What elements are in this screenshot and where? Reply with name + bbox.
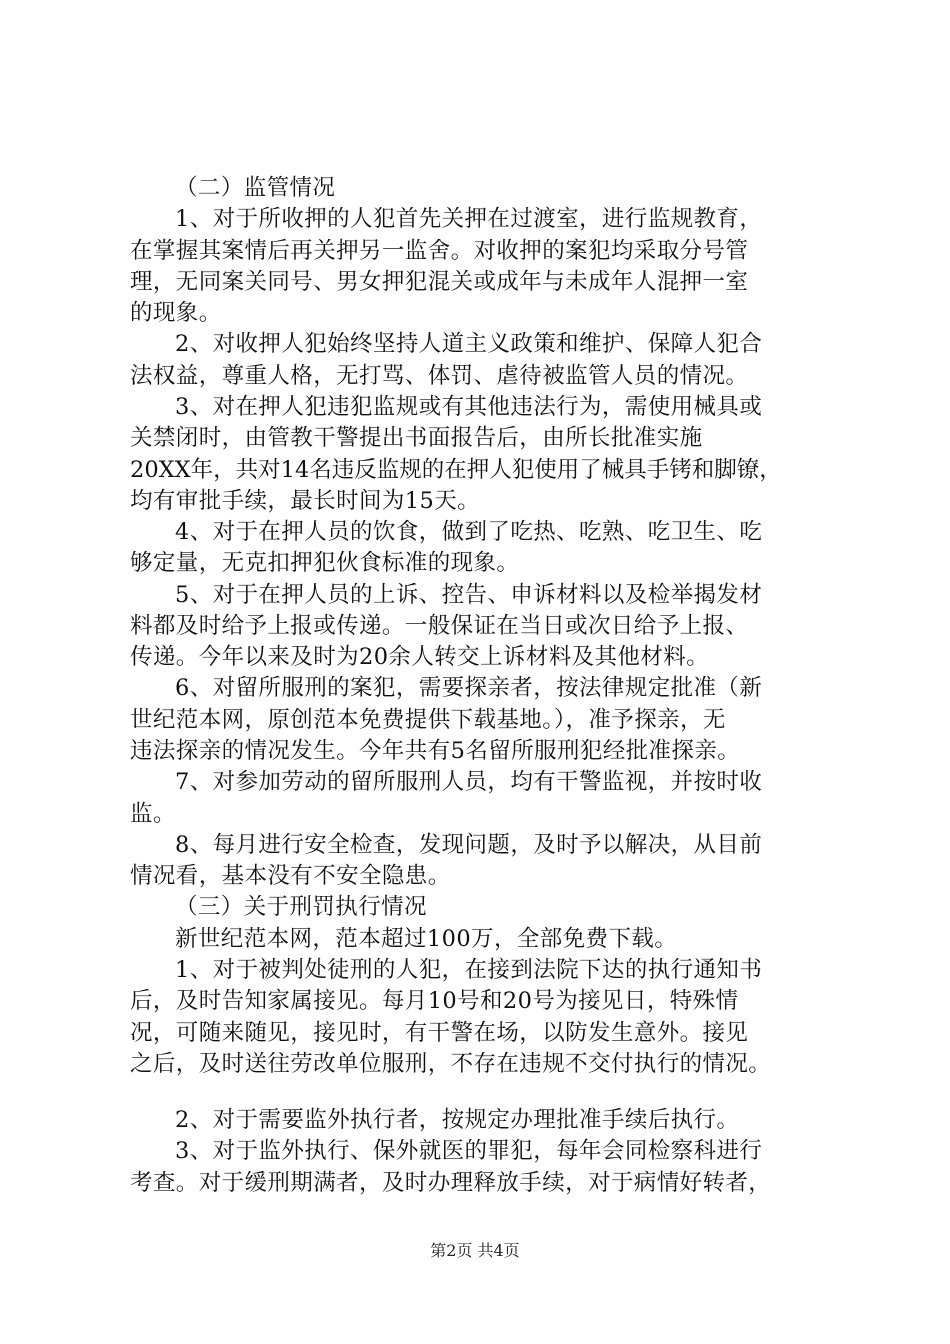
paragraph-line: 料都及时给予上报或传递。一般保证在当日或次日给予上报、 (130, 613, 749, 639)
paragraph-line: 情况看，基本没有不安全隐患。 (130, 863, 451, 889)
paragraph-line: 之后，及时送往劳改单位服刑，不存在违规不交付执行的情况。 (130, 1051, 772, 1077)
paragraph-line: 监。 (130, 801, 176, 827)
paragraph-line: 5、对于在押人员的上诉、控告、申诉材料以及检举揭发材 (175, 582, 763, 608)
paragraph-line: 的现象。 (130, 300, 222, 326)
paragraph-line: 够定量，无克扣押犯伙食标准的现象。 (130, 550, 520, 576)
paragraph-line: 况，可随来随见，接见时，有干警在场，以防发生意外。接见 (130, 1020, 749, 1046)
paragraph-line: 1、对于所收押的人犯首先关押在过渡室，进行监规教育， (175, 206, 763, 232)
paragraph-line: 均有审批手续，最长时间为15天。 (130, 488, 481, 514)
paragraph-line: 理，无同案关同号、男女押犯混关或成年与未成年人混押一室 (130, 269, 749, 295)
paragraph-line: 考查。对于缓刑期满者，及时办理释放手续，对于病情好转者， (130, 1170, 772, 1196)
paragraph-line: 后，及时告知家属接见。每月10号和20号为接见日，特殊情 (130, 988, 739, 1014)
paragraph-line: 2、对于需要监外执行者，按规定办理批准手续后执行。 (175, 1107, 740, 1133)
paragraph-line: 世纪范本网，原创范本免费提供下载基地。），准予探亲，无 (130, 707, 726, 733)
paragraph-line: 3、对在押人犯违犯监规或有其他违法行为，需使用械具或 (175, 394, 763, 420)
paragraph-line: 关禁闭时，由管教干警提出书面报告后，由所长批准实施 (130, 425, 703, 451)
paragraph-line: 6、对留所服刑的案犯，需要探亲者，按法律规定批准（新 (175, 675, 763, 701)
paragraph-line: 1、对于被判处徒刑的人犯，在接到法院下达的执行通知书 (175, 957, 763, 983)
paragraph-line: 2、对收押人犯始终坚持人道主义政策和维护、保障人犯合 (175, 331, 763, 357)
section-heading-supervision: （二）监管情况 (175, 175, 336, 201)
paragraph-line: 新世纪范本网，范本超过100万，全部免费下载。 (175, 926, 678, 952)
section-heading-penalty-execution: （三）关于刑罚执行情况 (175, 894, 427, 920)
paragraph-line: 8、每月进行安全检查，发现问题，及时予以解决，从目前 (175, 832, 763, 858)
page-number-footer: 第2页 共4页 (430, 1241, 520, 1260)
paragraph-line: 3、对于监外执行、保外就医的罪犯，每年会同检察科进行 (175, 1138, 763, 1164)
paragraph-line: 20XX年，共对14名违反监规的在押人犯使用了械具手铐和脚镣， (130, 457, 782, 483)
paragraph-line: 违法探亲的情况发生。今年共有5名留所服刑犯经批准探亲。 (130, 738, 741, 764)
paragraph-line: 在掌握其案情后再关押另一监舍。对收押的案犯均采取分号管 (130, 238, 749, 264)
paragraph-line: 7、对参加劳动的留所服刑人员，均有干警监视，并按时收 (175, 769, 763, 795)
paragraph-line: 传递。今年以来及时为20余人转交上诉材料及其他材料。 (130, 644, 710, 670)
paragraph-line: 法权益，尊重人格，无打骂、体罚、虐待被监管人员的情况。 (130, 363, 749, 389)
paragraph-line: 4、对于在押人员的饮食，做到了吃热、吃熟、吃卫生、吃 (175, 519, 763, 545)
